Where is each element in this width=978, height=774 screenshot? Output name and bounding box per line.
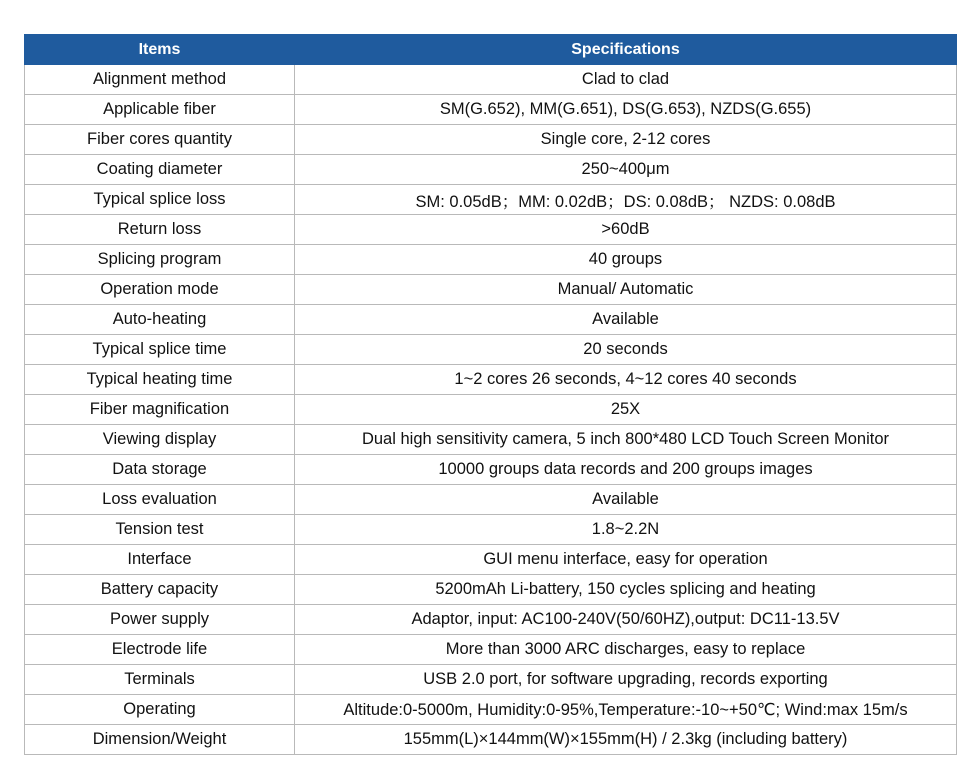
item-cell: Terminals	[25, 665, 295, 695]
item-cell: Interface	[25, 545, 295, 575]
table-row	[25, 545, 957, 575]
spec-table	[24, 34, 957, 755]
table-row	[25, 275, 957, 305]
spec-cell: 5200mAh Li-battery, 150 cycles splicing and heating	[295, 575, 957, 605]
item-cell: Coating diameter	[25, 155, 295, 185]
spec-cell: Clad to clad	[295, 65, 957, 95]
spec-cell: Dual high sensitivity camera, 5 inch 800*480 LCD Touch Screen Monitor	[295, 425, 957, 455]
item-cell: Loss evaluation	[25, 485, 295, 515]
spec-cell: Single core, 2-12 cores	[295, 125, 957, 155]
table-row	[25, 635, 957, 665]
item-cell: Dimension/Weight	[25, 725, 295, 755]
table-row	[25, 455, 957, 485]
table-row	[25, 95, 957, 125]
item-cell: Data storage	[25, 455, 295, 485]
item-cell: Alignment method	[25, 65, 295, 95]
table-row	[25, 425, 957, 455]
table-row	[25, 335, 957, 365]
item-cell: Electrode life	[25, 635, 295, 665]
item-cell: Operation mode	[25, 275, 295, 305]
item-cell: Battery capacity	[25, 575, 295, 605]
table-row	[25, 665, 957, 695]
header-row	[25, 35, 957, 65]
table-row	[25, 185, 957, 215]
table-row	[25, 695, 957, 725]
spec-cell: SM: 0.05dB；MM: 0.02dB；DS: 0.08dB； NZDS: 0.08dB	[295, 185, 957, 215]
specifications-header: Specifications	[295, 35, 957, 65]
item-cell: Viewing display	[25, 425, 295, 455]
item-cell: Operating	[25, 695, 295, 725]
spec-cell: More than 3000 ARC discharges, easy to replace	[295, 635, 957, 665]
table-row	[25, 605, 957, 635]
table-row	[25, 395, 957, 425]
item-cell: Typical splice time	[25, 335, 295, 365]
item-cell: Power supply	[25, 605, 295, 635]
item-cell: Fiber magnification	[25, 395, 295, 425]
spec-cell: 1~2 cores 26 seconds, 4~12 cores 40 seconds	[295, 365, 957, 395]
spec-cell: SM(G.652), MM(G.651), DS(G.653), NZDS(G.655)	[295, 95, 957, 125]
item-cell: Auto-heating	[25, 305, 295, 335]
spec-cell: 40 groups	[295, 245, 957, 275]
table-row	[25, 65, 957, 95]
table-row	[25, 245, 957, 275]
spec-cell: >60dB	[295, 215, 957, 245]
table-row	[25, 305, 957, 335]
spec-cell: GUI menu interface, easy for operation	[295, 545, 957, 575]
spec-cell: 10000 groups data records and 200 groups images	[295, 455, 957, 485]
spec-cell: 20 seconds	[295, 335, 957, 365]
table-row	[25, 125, 957, 155]
item-cell: Return loss	[25, 215, 295, 245]
spec-cell: 155mm(L)×144mm(W)×155mm(H) / 2.3kg (including battery)	[295, 725, 957, 755]
spec-cell: 25X	[295, 395, 957, 425]
item-cell: Typical splice loss	[25, 185, 295, 215]
table-row	[25, 155, 957, 185]
table-row	[25, 215, 957, 245]
table-row	[25, 485, 957, 515]
item-cell: Fiber cores quantity	[25, 125, 295, 155]
table-row	[25, 365, 957, 395]
spec-cell: Altitude:0-5000m, Humidity:0-95%,Temperature:-10~+50℃; Wind:max 15m/s	[295, 695, 957, 725]
spec-cell: USB 2.0 port, for software upgrading, records exporting	[295, 665, 957, 695]
table-row	[25, 575, 957, 605]
spec-cell: 1.8~2.2N	[295, 515, 957, 545]
item-cell: Tension test	[25, 515, 295, 545]
table-row	[25, 725, 957, 755]
item-cell: Applicable fiber	[25, 95, 295, 125]
spec-cell: 250~400μm	[295, 155, 957, 185]
spec-cell: Available	[295, 305, 957, 335]
spec-cell: Adaptor, input: AC100-240V(50/60HZ),output: DC11-13.5V	[295, 605, 957, 635]
spec-cell: Available	[295, 485, 957, 515]
item-cell: Splicing program	[25, 245, 295, 275]
table-row	[25, 515, 957, 545]
item-cell: Typical heating time	[25, 365, 295, 395]
items-header: Items	[25, 35, 295, 65]
spec-cell: Manual/ Automatic	[295, 275, 957, 305]
